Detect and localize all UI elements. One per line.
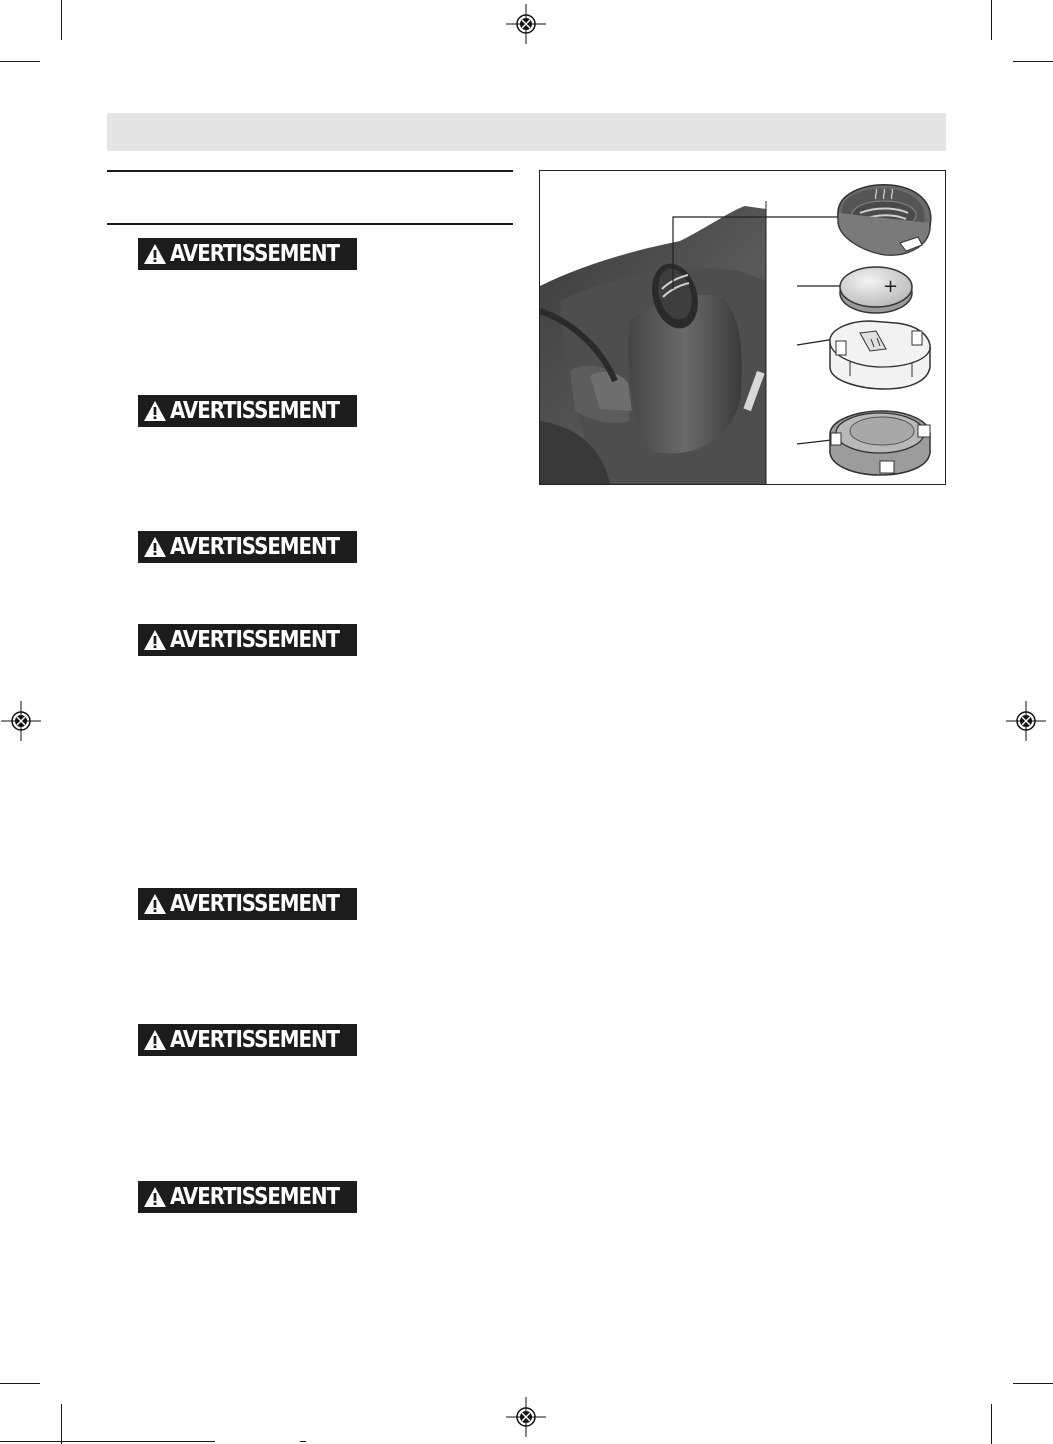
coin-battery-part bbox=[840, 267, 912, 313]
warning-label-text: AVERTISSEMENT bbox=[170, 627, 339, 653]
battery-cap-part bbox=[838, 185, 931, 256]
trim-line bbox=[300, 1441, 306, 1442]
trim-line bbox=[0, 1441, 215, 1442]
warning-label-text: AVERTISSEMENT bbox=[170, 1027, 339, 1053]
warning-triangle-icon bbox=[143, 243, 167, 265]
warning-label bbox=[138, 888, 357, 920]
warning-label-text: AVERTISSEMENT bbox=[170, 534, 339, 560]
figure-illustration bbox=[540, 171, 945, 484]
crop-mark bbox=[61, 0, 62, 40]
registration-mark-icon bbox=[1006, 701, 1046, 741]
crop-mark bbox=[991, 0, 992, 40]
battery-holder-part bbox=[830, 321, 930, 389]
tool-photo bbox=[540, 171, 766, 484]
warning-label bbox=[138, 1181, 357, 1213]
header-band bbox=[107, 113, 946, 151]
crop-mark bbox=[991, 1404, 992, 1444]
registration-mark-icon bbox=[506, 1397, 546, 1437]
warning-triangle-icon bbox=[143, 536, 167, 558]
warning-label-text: AVERTISSEMENT bbox=[170, 398, 339, 424]
battery-plus-label: + bbox=[883, 276, 899, 297]
warning-label bbox=[138, 531, 357, 563]
crop-mark bbox=[0, 1383, 40, 1384]
warning-label-text: AVERTISSEMENT bbox=[170, 1184, 339, 1210]
warning-label bbox=[138, 395, 357, 427]
warning-triangle-icon bbox=[143, 1186, 167, 1208]
crop-mark bbox=[0, 61, 40, 62]
registration-mark-icon bbox=[506, 4, 546, 44]
section-rule bbox=[107, 223, 513, 225]
crop-mark bbox=[1013, 1383, 1053, 1384]
warning-triangle-icon bbox=[143, 893, 167, 915]
warning-label bbox=[138, 238, 357, 270]
warning-label-text: AVERTISSEMENT bbox=[170, 891, 339, 917]
warning-label bbox=[138, 1024, 357, 1056]
bottom-cover-part bbox=[830, 411, 930, 475]
warning-triangle-icon bbox=[143, 400, 167, 422]
crop-mark bbox=[1013, 61, 1053, 62]
warning-label bbox=[138, 624, 357, 656]
warning-triangle-icon bbox=[143, 1029, 167, 1051]
warning-label-text: AVERTISSEMENT bbox=[170, 241, 339, 267]
registration-mark-icon bbox=[1, 701, 41, 741]
figure-box bbox=[539, 170, 946, 485]
warning-triangle-icon bbox=[143, 629, 167, 651]
section-rule bbox=[107, 170, 513, 172]
crop-mark bbox=[61, 1404, 62, 1444]
